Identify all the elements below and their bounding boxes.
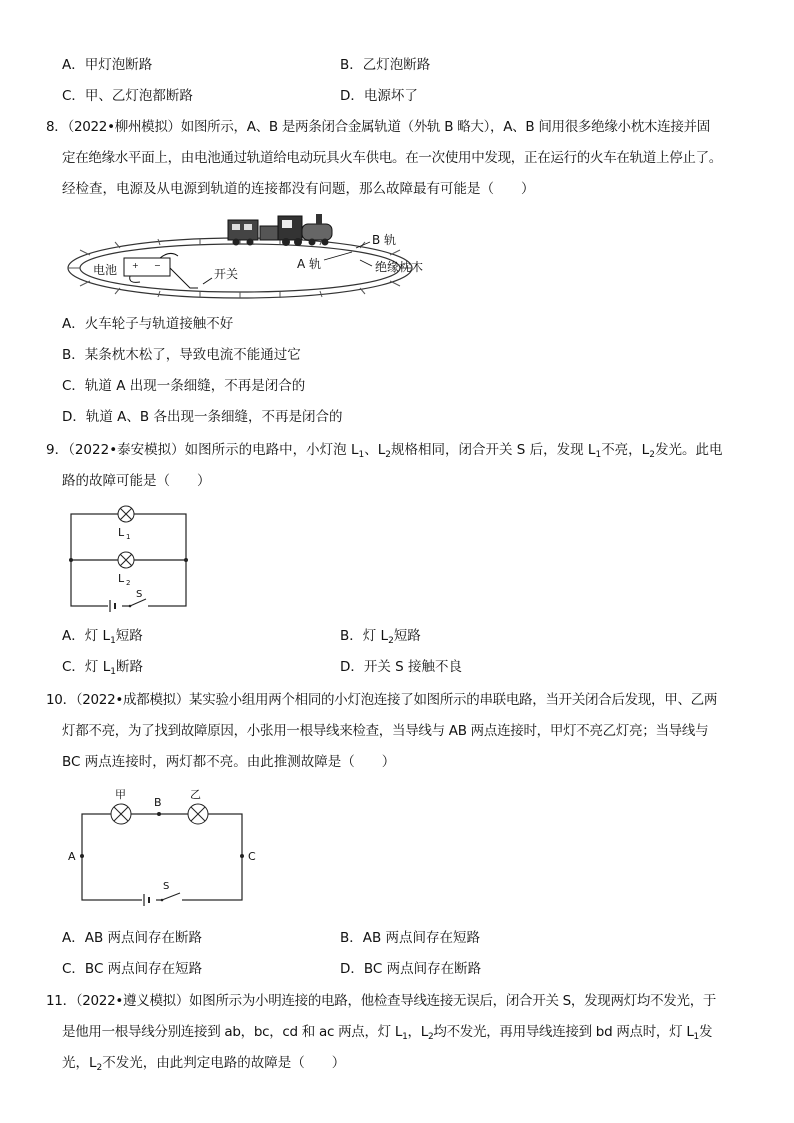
lamp-l1-icon [118,506,134,522]
lamp-l2-icon [118,552,134,568]
q10-option-d: D．BC 两点间存在断路 [340,961,482,977]
q8-option-a: A．火车轮子与轨道接触不好 [62,316,234,332]
q9-option-a: A．灯 $L_1$短路 [62,628,143,646]
lamp-yi-label: 乙 [190,788,201,801]
svg-text:1: 1 [126,533,131,541]
svg-text:+: + [132,261,139,270]
q11-stem-line1: 11．（2022•遵义模拟）如图所示为小明连接的电路，他检查导线连接无误后，闭合开关 S，发现两灯均不发光，于 [46,993,717,1009]
q8-option-c: C．轨道 A 出现一条细缝，不再是闭合的 [62,378,306,394]
q10-option-c: C．BC 两点间存在短路 [62,961,203,977]
q8-stem-line2: 定在绝缘水平面上，由电池通过轨道给电动玩具火车供电。在一次使用中发现，正在运行的火车在轨道上停止了。 [62,150,722,166]
q7-option-c: C．甲、乙灯泡都断路 [62,88,193,104]
q11-stem-line2: 是他用一根导线分别连接到 ab，bc，cd 和 ac 两点，灯 $L_1$，$L_2$均不发光，再用导线连接到 bd 两点时，灯 $L_1$发 [62,1024,713,1042]
q7-option-d: D．电源坏了 [340,88,418,104]
svg-text:−: − [154,261,161,270]
battery-icon [124,258,170,276]
lamp-yi-icon [188,804,208,824]
switch-s-label: S [136,589,143,600]
rail-b-label: B 轨 [372,233,397,247]
sleeper-label: 绝缘枕木 [375,260,424,274]
q8-stem-line3: 经检查，电源及从电源到轨道的连接都没有问题，那么故障最有可能是（ ） [62,181,535,197]
q10-option-b: B．AB 两点间存在短路 [340,930,481,946]
q9-option-c: C．灯 $L_1$断路 [62,659,143,677]
q8-track-figure [60,210,450,305]
l1-label: L [118,526,125,539]
q10-stem-line1: 10．（2022•成都模拟）某实验小组用两个相同的小灯泡连接了如图所示的串联电路，当开关闭合后发现，甲、乙两 [46,692,718,708]
lamp-jia-label: 甲 [115,788,126,801]
q9-circuit-figure [60,500,200,615]
point-a-label: A [68,850,76,863]
svg-text:2: 2 [126,579,131,587]
q9-option-b: B．灯 $L_2$短路 [340,628,421,646]
switch-s-label: S [163,881,170,892]
q7-option-b: B．乙灯泡断路 [340,57,431,73]
q11-stem-line3: 光，$L_2$不发光，由此判定电路的故障是（ ） [62,1055,346,1073]
q8-option-b: B．某条枕木松了，导致电流不能通过它 [62,347,301,363]
q8-stem-line1: 8．（2022•柳州模拟）如图所示，A、B 是两条闭合金属轨道（外轨 B 略大），A、B 间用很多绝缘小枕木连接并固 [46,119,710,135]
q8-option-d: D．轨道 A、B 各出现一条细缝，不再是闭合的 [62,409,343,425]
point-b-label: B [154,796,162,809]
q10-circuit-figure [62,782,267,910]
q9-stem-line2: 路的故障可能是（ ） [62,473,211,489]
point-c-label: C [248,850,256,863]
q7-option-a: A．甲灯泡断路 [62,57,153,73]
rail-a-label: A 轨 [297,257,322,271]
l2-label: L [118,572,125,585]
q9-option-d: D．开关 S 接触不良 [340,659,463,675]
q10-stem-line3: BC 两点连接时，两灯都不亮。由此推测故障是（ ） [62,754,396,770]
lamp-jia-icon [111,804,131,824]
battery-label: 电池 [93,263,118,277]
q10-stem-line2: 灯都不亮，为了找到故障原因，小张用一根导线来检查，当导线与 AB 两点连接时，甲灯不亮乙灯亮；当导线与 [62,723,709,739]
q9-stem-line1: 9．（2022•泰安模拟）如图所示的电路中，小灯泡 $L_1$、$L_2$规格相同，闭合开关 S 后，发现 $L_1$不亮，$L_2$发光。此电 [46,442,723,460]
switch-label: 开关 [214,267,239,281]
q10-option-a: A．AB 两点间存在断路 [62,930,203,946]
